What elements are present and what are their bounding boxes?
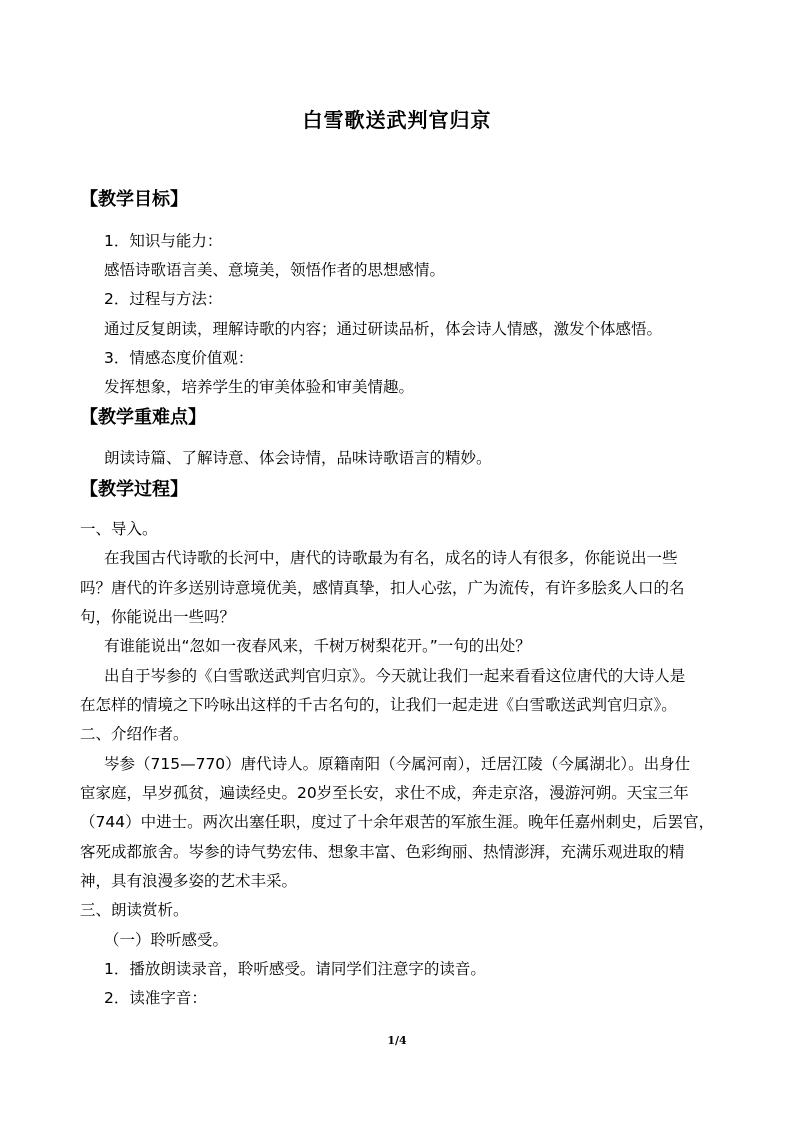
process-part3-item1: 1．播放朗读录音，聆听感受。请同学们注意字的读音。 <box>104 960 486 978</box>
document-title: 白雪歌送武判官归京 <box>302 108 492 132</box>
process-part1-p1-line3: 句，你能说出一些吗？ <box>80 608 236 626</box>
page-number: 1/4 <box>387 1034 407 1047</box>
process-part2-line2: 宦家庭，早岁孤贫，遍读经史。20岁至长安，求仕不成，奔走京洛，漫游河朔。天宝三年 <box>80 784 689 802</box>
goals-heading: 【教学目标】 <box>80 189 188 210</box>
process-part1-title: 一、导入。 <box>80 520 158 538</box>
goals-item1-label: 1．知识与能力： <box>104 232 223 250</box>
goals-item2-text: 通过反复朗读，理解诗歌的内容；通过研读品析，体会诗人情感，激发个体感悟。 <box>104 320 663 338</box>
process-part1-p1-line1: 在我国古代诗歌的长河中，唐代的诗歌最为有名，成名的诗人有很多，你能说出一些 <box>104 549 678 567</box>
process-part1-p2: 有谁能说出“忽如一夜春风来，千树万树梨花开。”一句的出处？ <box>104 637 531 655</box>
process-part1-p1-line2: 吗？唐代的许多送别诗意境优美，感情真挚，扣人心弦，广为流传，有许多脍炙人口的名 <box>80 579 685 597</box>
key-points-heading: 【教学重难点】 <box>80 407 206 428</box>
goals-item1-text: 感悟诗歌语言美、意境美，领悟作者的思想感情。 <box>104 261 446 279</box>
process-part1-p3-line1: 出自于岑参的《白雪歌送武判官归京》。今天就让我们一起来看看这位唐代的大诗人是 <box>104 667 686 685</box>
process-part3-subheading: （一）聆听感受。 <box>104 931 229 949</box>
process-part2-line1: 岑参（715—770）唐代诗人。原籍南阳（今属河南），迁居江陵（今属湖北）。出身仕 <box>104 755 691 773</box>
goals-item3-label: 3．情感态度价值观： <box>104 349 254 367</box>
process-part3-item2: 2．读准字音： <box>104 989 207 1007</box>
process-heading: 【教学过程】 <box>80 479 188 500</box>
goals-item2-label: 2．过程与方法： <box>104 290 223 308</box>
key-points-text: 朗读诗篇、了解诗意、体会诗情，品味诗歌语言的精妙。 <box>104 449 492 467</box>
process-part2-line5: 神，具有浪漫多姿的艺术丰采。 <box>80 872 298 890</box>
process-part3-title: 三、朗读赏析。 <box>80 901 189 919</box>
process-part2-line3: （744）中进士。两次出塞任职，度过了十余年艰苦的军旅生涯。晚年任嘉州刺史，后罢官， <box>80 813 715 831</box>
process-part2-line4: 客死成都旅舍。岑参的诗气势宏伟、想象丰富、色彩绚丽、热情澎湃，充满乐观进取的精 <box>80 843 685 861</box>
process-part1-p3-line2: 在怎样的情境之下吟咏出这样的千古名句的，让我们一起走进《白雪歌送武判官归京》。 <box>80 696 677 714</box>
goals-item3-text: 发挥想象，培养学生的审美体验和审美情趣。 <box>104 378 415 396</box>
process-part2-title: 二、介绍作者。 <box>80 725 189 743</box>
